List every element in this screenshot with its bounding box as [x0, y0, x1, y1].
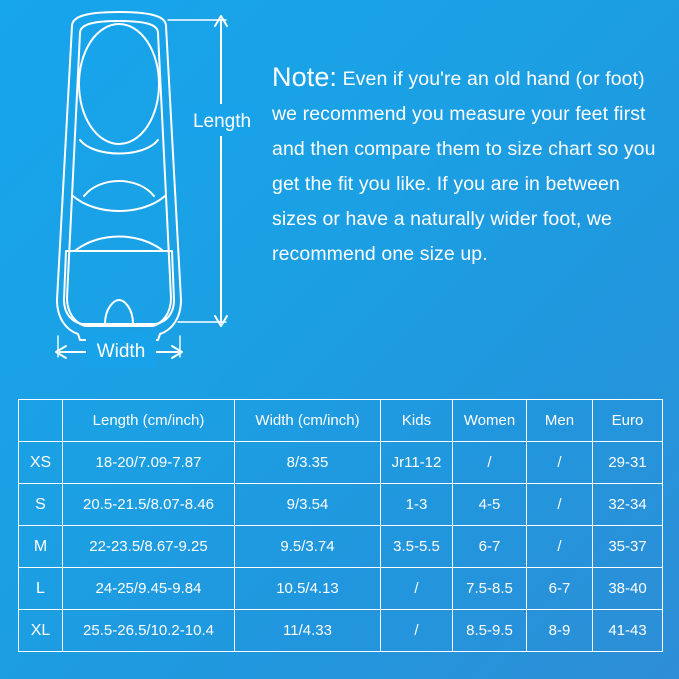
cell-size: M: [19, 526, 63, 568]
fin-outline-icon: [10, 0, 260, 388]
table-row: [19, 526, 663, 568]
cell-width: 9/3.54: [235, 484, 381, 526]
table-row: [19, 568, 663, 610]
width-dimension-label: Width: [96, 341, 146, 362]
cell-kids: /: [381, 610, 453, 652]
cell-size: XS: [19, 442, 63, 484]
cell-men: /: [527, 484, 593, 526]
cell-euro: 35-37: [593, 526, 663, 568]
cell-euro: 41-43: [593, 610, 663, 652]
cell-men: /: [527, 442, 593, 484]
table-header-row: [19, 400, 663, 442]
note-lead: Note:: [272, 62, 338, 92]
cell-men: 6-7: [527, 568, 593, 610]
size-chart-table: [18, 399, 663, 652]
table-row: [19, 610, 663, 652]
cell-men: /: [527, 526, 593, 568]
header-width: Width (cm/inch): [235, 400, 381, 442]
cell-size: XL: [19, 610, 63, 652]
cell-euro: 29-31: [593, 442, 663, 484]
cell-women: /: [453, 442, 527, 484]
cell-width: 9.5/3.74: [235, 526, 381, 568]
note-block: [272, 62, 662, 272]
length-dimension-label: Length: [192, 111, 252, 132]
table-row: [19, 484, 663, 526]
cell-women: 7.5-8.5: [453, 568, 527, 610]
header-kids: Kids: [381, 400, 453, 442]
header-size: [19, 400, 63, 442]
cell-size: L: [19, 568, 63, 610]
cell-width: 11/4.33: [235, 610, 381, 652]
cell-width: 8/3.35: [235, 442, 381, 484]
cell-length: 22-23.5/8.67-9.25: [63, 526, 235, 568]
cell-kids: /: [381, 568, 453, 610]
cell-kids: Jr11-12: [381, 442, 453, 484]
cell-length: 25.5-26.5/10.2-10.4: [63, 610, 235, 652]
cell-length: 24-25/9.45-9.84: [63, 568, 235, 610]
size-table-wrapper: [18, 399, 662, 652]
swim-fin-diagram: [10, 0, 260, 388]
header-length: Length (cm/inch): [63, 400, 235, 442]
table-row: [19, 442, 663, 484]
cell-size: S: [19, 484, 63, 526]
cell-women: 8.5-9.5: [453, 610, 527, 652]
header-euro: Euro: [593, 400, 663, 442]
header-women: Women: [453, 400, 527, 442]
cell-women: 4-5: [453, 484, 527, 526]
cell-kids: 1-3: [381, 484, 453, 526]
cell-length: 20.5-21.5/8.07-8.46: [63, 484, 235, 526]
note-body: Even if you're an old hand (or foot) we recommend you measure your feet first and then compare them to size chart so you get the fit you like. If you are in between sizes or have a naturally wider foot, we recommend one size up.: [272, 68, 656, 265]
header-men: Men: [527, 400, 593, 442]
cell-men: 8-9: [527, 610, 593, 652]
cell-width: 10.5/4.13: [235, 568, 381, 610]
cell-women: 6-7: [453, 526, 527, 568]
cell-kids: 3.5-5.5: [381, 526, 453, 568]
cell-length: 18-20/7.09-7.87: [63, 442, 235, 484]
cell-euro: 38-40: [593, 568, 663, 610]
cell-euro: 32-34: [593, 484, 663, 526]
